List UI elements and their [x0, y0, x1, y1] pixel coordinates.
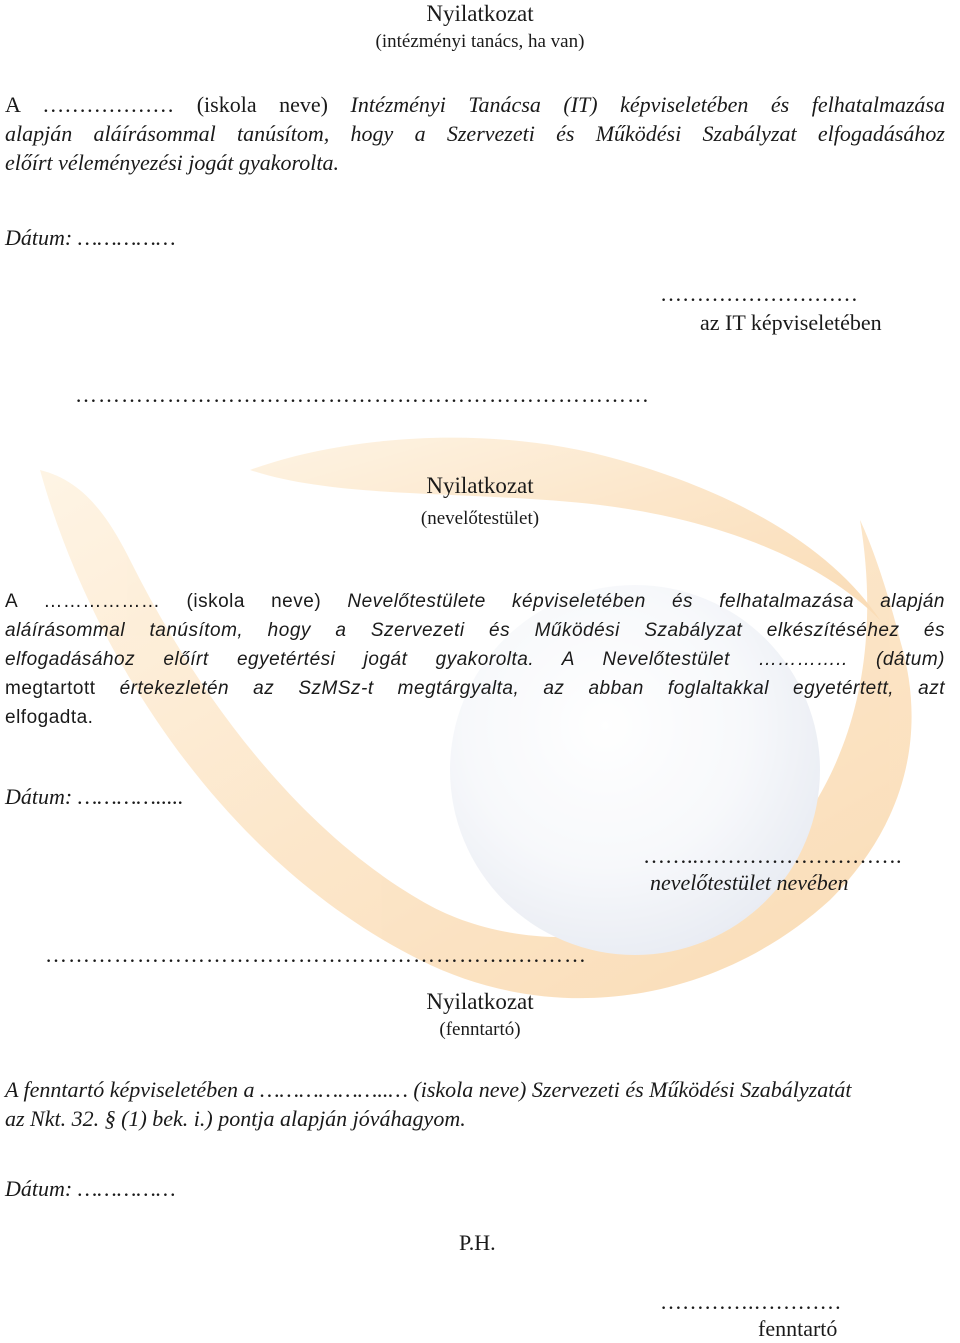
section-title: Nyilatkozat: [426, 1, 534, 26]
signature-label: az IT képviseletében: [700, 310, 882, 335]
signature-label: nevelőtestület nevében: [650, 870, 849, 895]
section-subtitle: (intézményi tanács, ha van): [375, 31, 585, 52]
section-title: Nyilatkozat: [426, 473, 534, 498]
statement-paragraph: A ……………… (iskola neve) Intézményi Tanácsa (IT) képviseletében és felhatalmazása alapján aláírásommal tanúsítom, hogy a Szervezeti és Működési Szabályzat elfogadásához előírt véleményezési jogát gyakorolta.: [5, 92, 945, 175]
section-title: Nyilatkozat: [426, 989, 534, 1014]
section-subtitle: (nevelőtestület): [420, 508, 540, 529]
signature-line: ……..……………………….: [643, 843, 902, 868]
section-separator: ……………………………………………………..………: [45, 942, 587, 967]
statement-paragraph: A fenntartó képviseletében a ………………..… (iskola neve) Szervezeti és Működési Szabályzatát az Nkt. 32. § (1) bek. i.) pontja alapján jóváhagyom.: [5, 1077, 852, 1131]
date-field: Dátum: ……………: [5, 225, 176, 250]
date-field: Dátum: ……………: [5, 1176, 176, 1201]
signature-label: fenntartó: [758, 1316, 838, 1341]
section-subtitle: (fenntartó): [439, 1019, 521, 1040]
section-separator: …………………………………………………………………: [75, 382, 650, 407]
signature-line: ………….…………: [660, 1289, 842, 1314]
statement-paragraph: A ……………… (iskola neve) Nevelőtestülete képviseletében és felhatalmazása alapján aláírásommal tanúsítom, hogy a Szervezeti és Működési Szabályzat elkészítéséhez és elfogadásához előírt egyetértési jogát gyakorolta. A Nevelőtestület ………….. (dátum) megtartott értekezletén az SzMSz-t megtárgyalta, az abban foglaltakkal egyetértett, azt elfogadta.: [5, 591, 945, 728]
signature-line: ………………………: [660, 281, 858, 306]
stamp-label: P.H.: [459, 1230, 496, 1255]
date-field: Dátum: ………….....: [5, 784, 184, 809]
